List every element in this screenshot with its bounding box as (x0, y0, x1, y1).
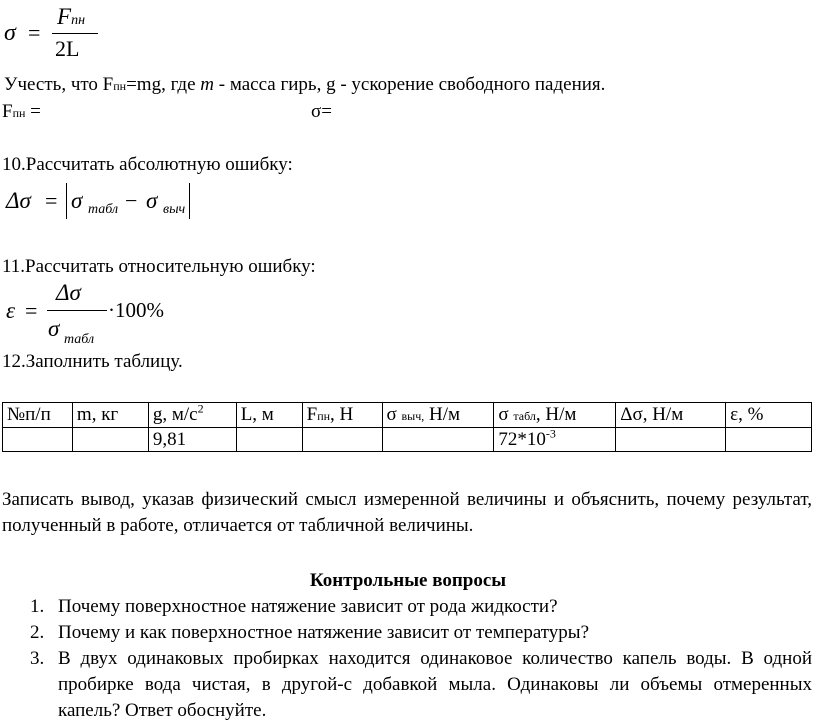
header-cell (302, 403, 382, 428)
results-table (2, 402, 812, 452)
formula-sigma-numerator-sub: пн (71, 13, 86, 28)
note-prefix: Учесть, что F (4, 74, 114, 95)
formula-sigma-numerator-symbol: F (57, 4, 72, 29)
header-cell (382, 403, 494, 428)
note-suffix: - масса гирь, g - ускорение свободного падения. (214, 74, 606, 95)
header-main: ε, % (730, 404, 764, 425)
header-cell (726, 403, 812, 428)
table-cell-l (236, 428, 302, 452)
header-tail: , Н (330, 404, 354, 425)
header-main: σ (386, 404, 402, 425)
question-number: 3. (30, 648, 45, 669)
fill-f-symbol: F (2, 101, 13, 122)
step11-title: 11.Рассчитать относительную ошибку: (2, 256, 316, 277)
table-header-row (3, 403, 812, 428)
table-row (3, 428, 812, 452)
header-main: σ (498, 404, 514, 425)
header-sup: 2 (197, 401, 204, 416)
header-sub: табл (513, 409, 536, 423)
fill-f-eq: = (25, 101, 41, 122)
formula-sigma-fraction-bar (52, 33, 98, 34)
rel-error-multiplier: ·100% (108, 298, 164, 322)
abs-bar-left (66, 183, 67, 219)
abs-error-eq: = (45, 188, 58, 213)
fill-sigma-label: σ= (311, 101, 332, 122)
table-cell-delta-sigma (616, 428, 726, 452)
question-number: 1. (30, 596, 45, 617)
header-tail: , Н/м (535, 404, 577, 425)
abs-error-term1-sub: табл (88, 202, 119, 217)
rel-error-numerator: Δσ (56, 280, 81, 305)
header-sub: выч, (401, 409, 425, 423)
note-m-variable: m (200, 74, 215, 95)
question-text: Почему поверхностное натяжение зависит от рода жидкости? (58, 596, 558, 617)
fill-f-sub: пн (12, 106, 26, 120)
step10-title: 10.Рассчитать абсолютную ошибку: (2, 154, 293, 175)
note-sub: пн (113, 79, 127, 93)
header-main: Δσ, Н/м (620, 404, 684, 425)
sigma-tabl-value: 72*10 (498, 429, 546, 450)
sigma-tabl-exponent: -3 (545, 426, 556, 441)
formula-sigma-eq: = (28, 20, 41, 45)
header-cell (494, 403, 616, 428)
rel-error-eq: = (25, 298, 38, 323)
rel-error-denominator: σ (48, 316, 60, 341)
header-sub: пн (317, 409, 331, 423)
table-cell-sigma-tabl (494, 428, 616, 452)
header-main: m, кг (76, 404, 119, 425)
abs-error-lhs: Δσ (6, 188, 31, 213)
header-cell (3, 403, 73, 428)
question-number: 2. (30, 622, 45, 643)
step12-title: 12.Заполнить таблицу. (2, 351, 183, 372)
fill-f-label (2, 101, 41, 124)
rel-error-fraction-bar (47, 310, 107, 311)
question-text: Почему и как поверхностное натяжение зависит от температуры? (58, 622, 590, 643)
header-main: №п/п (7, 404, 51, 425)
table-cell-num (3, 428, 73, 452)
list-item (0, 646, 812, 724)
abs-error-minus: − (125, 188, 138, 213)
table-cell-g: 9,81 (148, 428, 236, 452)
formula-sigma-numerator (57, 4, 85, 30)
header-cell (236, 403, 302, 428)
abs-error-term2: σ (146, 188, 158, 213)
list-item (0, 594, 812, 620)
list-item (0, 620, 812, 646)
rel-error-denominator-sub: табл (64, 332, 95, 347)
header-tail: Н/м (424, 404, 461, 425)
header-main: F (306, 404, 318, 425)
header-cell (72, 403, 148, 428)
header-main: L, м (240, 404, 274, 425)
table-cell-f (302, 428, 382, 452)
header-main: g, м/с (152, 404, 198, 425)
control-questions-list (0, 594, 812, 724)
note-line (4, 74, 605, 97)
table-cell-m (72, 428, 148, 452)
formula-sigma-denominator: 2L (55, 36, 80, 61)
abs-error-term2-sub: выч (163, 202, 186, 217)
note-mid: =mg, где (126, 74, 201, 95)
conclusion-paragraph: Записать вывод, указав физический смысл измеренной величины и объяснить, почему результат, полученный в работе, отличается от табличной величины. (2, 489, 812, 536)
table-cell-sigma-calc (382, 428, 494, 452)
formula-sigma-lhs: σ (4, 20, 16, 46)
abs-error-term1: σ (71, 188, 83, 213)
header-cell (616, 403, 726, 428)
control-heading: Контрольные вопросы (309, 570, 507, 591)
header-cell (148, 403, 236, 428)
abs-bar-right (189, 183, 190, 219)
table-cell-epsilon (726, 428, 812, 452)
question-text: В двух одинаковых пробирках находится одинаковое количество капель воды. В одной пробирке вода чистая, в другой-с добавкой мыла. Одинаковы ли объемы отмеренных капель? Ответ обоснуйте. (58, 648, 812, 721)
rel-error-lhs: ε (6, 298, 16, 323)
